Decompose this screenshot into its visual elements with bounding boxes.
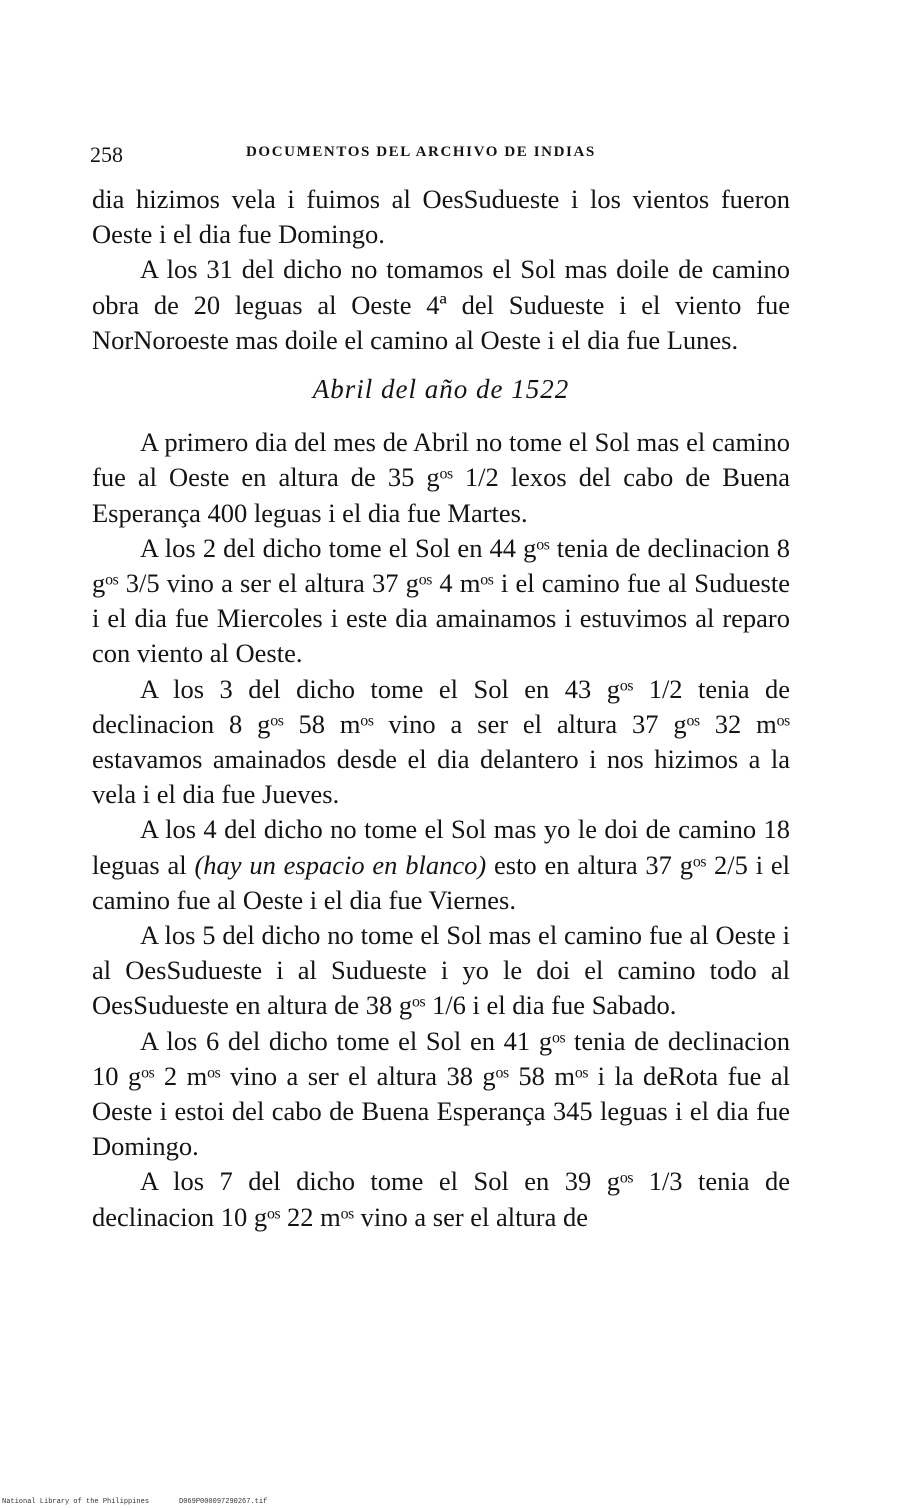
paragraph (92, 812, 790, 918)
running-head (90, 142, 790, 172)
footer-file: D069P000097290267.tif (179, 1498, 268, 1506)
paragraph-text: A los 4 del dicho no tome el Sol mas yo le doi de camino 18 leguas al (92, 814, 790, 880)
paragraph: A los 31 del dicho no tomamos el Sol mas doile de camino obra de 20 leguas al Oeste 4ª del Sudueste i el viento fue NorNoroeste mas doile el camino al Oeste i el dia fue Lunes. (92, 254, 790, 355)
paragraph: dia hizimos vela i fuimos al OesSudueste i los vientos fueron Oeste i el dia fue Domingo. (92, 184, 790, 250)
paragraph: A los 7 del dicho tome el Sol en 39 gᵒˢ 1/3 tenia de declinacion 10 gᵒˢ 22 mᵒˢ vino a ser el altura de (92, 1166, 790, 1232)
scan-footer (2, 1498, 267, 1506)
body-text (92, 182, 790, 1235)
paragraph: A los 2 del dicho tome el Sol en 44 gᵒˢ tenia de declinacion 8 gᵒˢ 3/5 vino a ser el altura 37 gᵒˢ 4 mᵒˢ i el camino fue al Sudueste i el dia fue Miercoles i este dia amainamos i estuvimos al reparo con viento al Oeste. (92, 532, 790, 669)
paragraph: A los 5 del dicho no tome el Sol mas el camino fue al Oeste i al OesSudueste i al Sudueste i yo le doi el camino todo al OesSudueste en altura de 38 gᵒˢ 1/6 i el dia fue Sabado. (92, 920, 790, 1021)
paragraph: A primero dia del mes de Abril no tome el Sol mas el camino fue al Oeste en altura de 35 gᵒˢ 1/2 lexos del cabo de Buena Esperança 400 leguas i el dia fue Martes. (92, 427, 790, 528)
running-head-title: DOCUMENTOS DEL ARCHIVO DE INDIAS (246, 144, 596, 160)
section-heading: Abril del año de 1522 (312, 374, 570, 405)
page-number: 258 (90, 142, 123, 167)
footer-library: National Library of the Philippines (2, 1498, 150, 1506)
editorial-note: (hay un espacio en blanco) (194, 849, 487, 880)
paragraph: A los 6 del dicho tome el Sol en 41 gᵒˢ tenia de declinacion 10 gᵒˢ 2 mᵒˢ vino a ser el altura 38 gᵒˢ 58 mᵒˢ i la deRota fue al Oeste i estoi del cabo de Buena Esperança 345 leguas i el dia fue Domingo. (92, 1025, 790, 1162)
paragraph-text: esto en altura 37 gᵒˢ 2/5 i el camino fue al Oeste i el dia fue Viernes. (92, 849, 791, 915)
paragraph: A los 3 del dicho tome el Sol en 43 gᵒˢ 1/2 tenia de declinacion 8 gᵒˢ 58 mᵒˢ vino a ser el altura 37 gᵒˢ 32 mᵒˢ estavamos amainados desde el dia delantero i nos hizimos a la vela i el dia fue Jueves. (92, 673, 790, 810)
